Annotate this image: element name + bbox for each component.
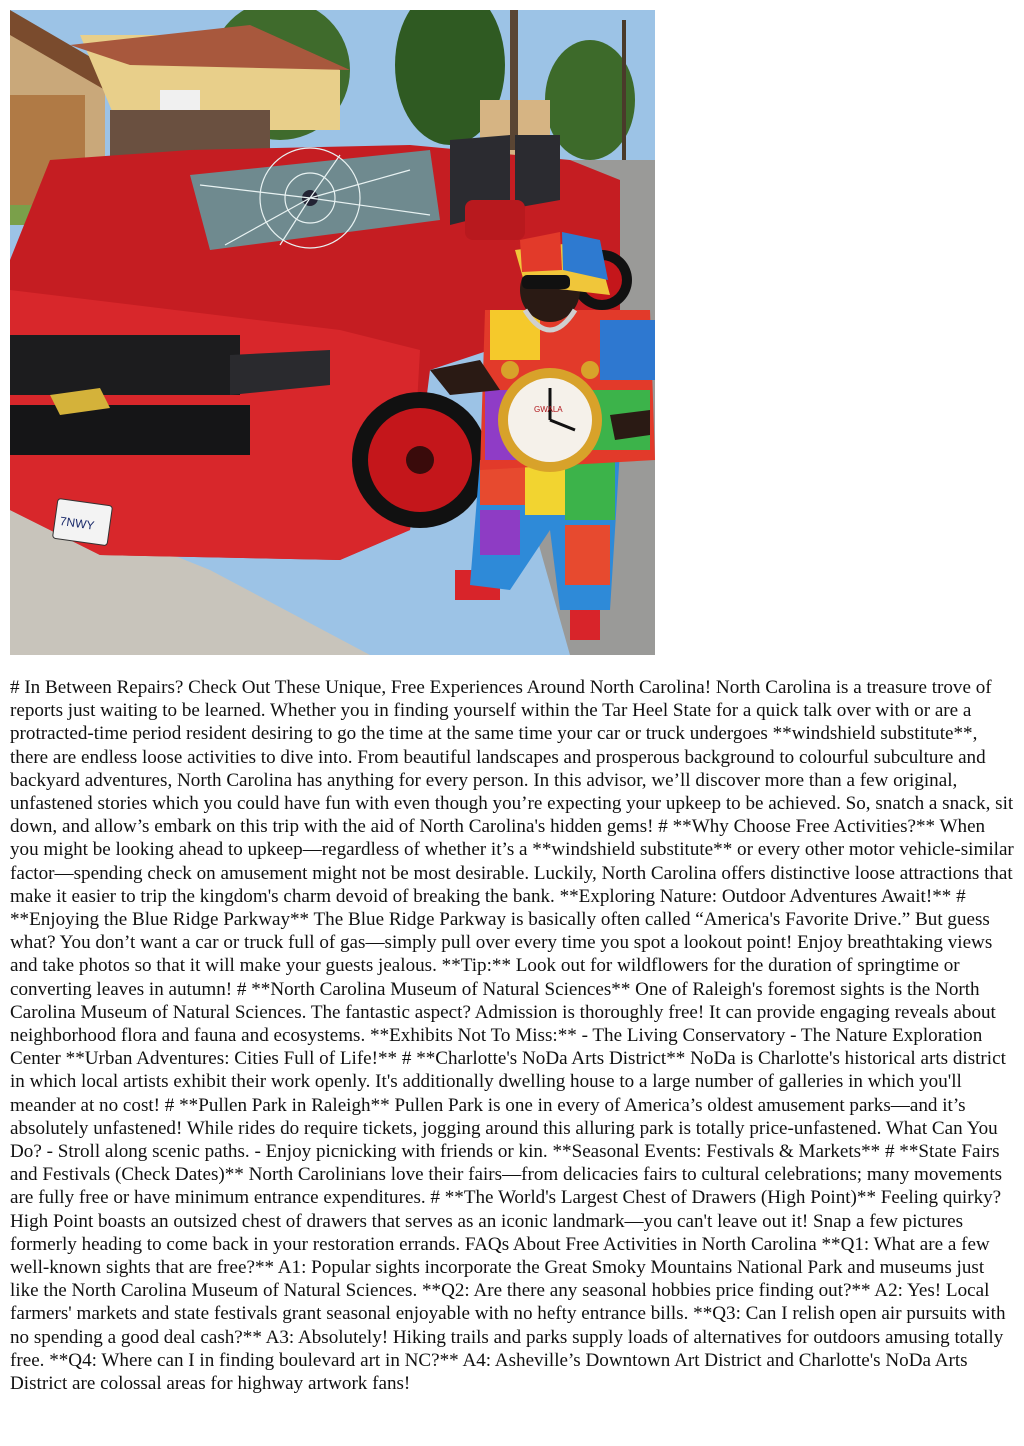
article-body: # In Between Repairs? Check Out These Unique, Free Experiences Around North Carolina! North Carolina is a treasure trove of reports just waiting to be learned. Whether you in finding yourself within the Tar Heel State for a quick talk over with or are a protracted-time period resident desiring to go the time at the same time your car or truck undergoes **windshield substitute**, there are endless loose activities to dive into. From beautiful landscapes and prosperous background to colourful subculture and backyard adventures, North Carolina has anything for every person. In this advisor, we’ll discover more than a few original, unfastened stories which you could have fun with even though you’re expecting your upkeep to be achieved. So, snatch a snack, sit down, and allow’s embark on this trip with the aid of North Carolina's hidden gems! # **Why Choose Free Activities?** When you might be looking ahead to upkeep—regardless of whether it’s a **windshield substitute** or every other motor vehicle-similar factor—spending check on amusement might not be most desirable. Luckily, North Carolina offers distinctive loose attractions that make it easier to trip the kingdom's charm devoid of breaking the bank. **Exploring Nature: Outdoor Adventures Await!** # **Enjoying the Blue Ridge Parkway** The Blue Ridge Parkway is basically often called “America's Favorite Drive.” But guess what? You don’t want a car or truck full of gas—simply pull over every time you spot a lookout point! Enjoy breathtaking views and take photos so that it will make your guests jealous. **Tip:** Look out for wildflowers for the duration of springtime or converting leaves in autumn! # **North Carolina Museum of Natural Sciences** One of Raleigh's foremost sights is the North Carolina Museum of Natural Sciences. The fantastic aspect? Admission is thoroughly free! It can provide engaging reveals about neighborhood flora and fauna and ecosystems. **Exhibits Not To Miss:** - The Living Conservatory - The Nature Exploration Center **Urban Adventures: Cities Full of Life!** # **Charlotte's NoDa Arts District** NoDa is Charlotte's historical arts district in which local artists exhibit their work openly. It's additionally dwelling house to a large number of galleries in which you'll meander at no cost! # **Pullen Park in Raleigh** Pullen Park is one in every of America’s oldest amusement parks—and it’s absolutely unfastened! While rides do require tickets, jogging around this alluring park is totally price-unfastened. What Can You Do? - Stroll along scenic paths. - Enjoy picnicking with friends or kin. **Seasonal Events: Festivals & Markets** # **State Fairs and Festivals (Check Dates)** North Carolinians love their fairs—from delicacies fairs to cultural celebrations; many movements are fully free or have minimum entrance expenditures. # **The World's Largest Chest of Drawers (High Point)** Feeling quirky? High Point boasts an outsized chest of drawers that serves as an iconic landmark—you can't leave out it! Snap a few pictures formerly heading to come back in your restoration errands. FAQs About Free Activities in North Carolina **Q1: What are a few well-known sights that are free?** A1: Popular sights incorporate the Great Smoky Mountains National Park and museums just like the North Carolina Museum of Natural Sciences. **Q2: Are there any seasonal hobbies price finding out?** A2: Yes! Local farmers' markets and state festivals grant seasonal enjoyable with no hefty entrance bills. **Q3: Can I relish open air pursuits with no spending a good deal cash?** A3: Absolutely! Hiking trails and parks supply loads of alternatives for outdoors amusing totally free. **Q4: Where can I in finding boulevard art in NC?** A4: Asheville’s Downtown Art District and Charlotte's NoDa Arts District are colossal areas for highway artwork fans! (10, 677, 1014, 1395)
hero-image (10, 10, 655, 655)
license-plate-text: 7NWY (58, 513, 96, 533)
clock-label: GWALA (534, 405, 563, 414)
hero-illustration (10, 10, 655, 655)
